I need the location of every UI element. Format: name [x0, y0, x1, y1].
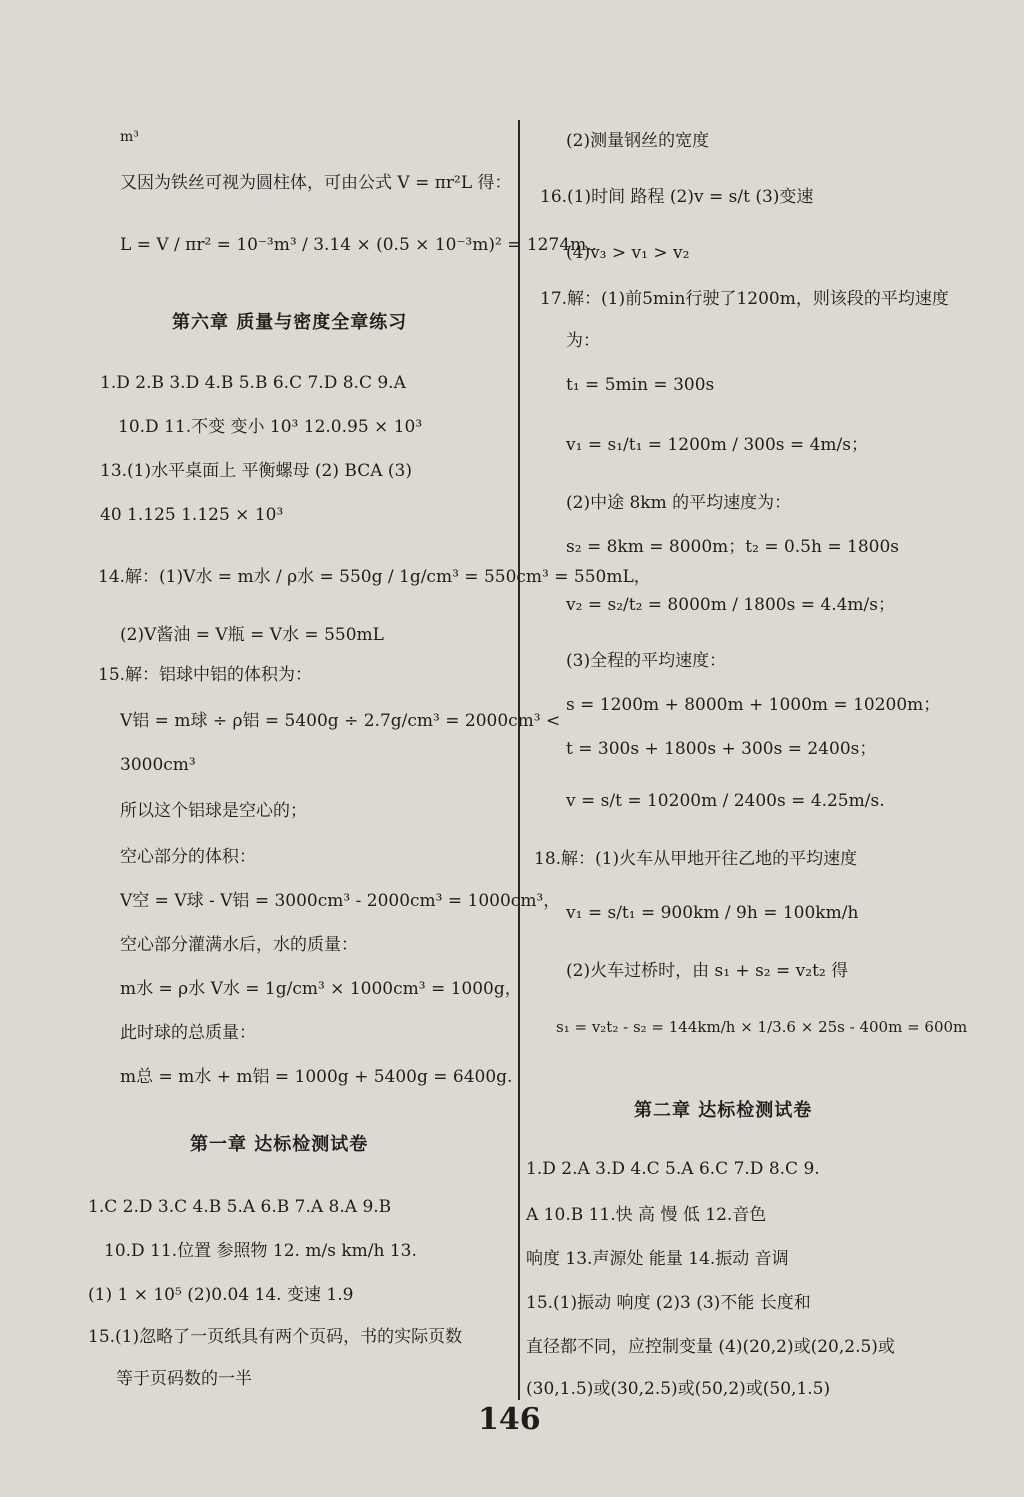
formula-line: m总 = m水 + m铝 = 1000g + 5400g = 6400g. — [120, 1067, 513, 1087]
formula-line: s = 1200m + 8000m + 1000m = 10200m； — [566, 695, 941, 715]
text-line: m³ — [120, 129, 139, 145]
answer-line: 40 1.125 1.125 × 10³ — [100, 505, 284, 525]
text-line: 又因为铁丝可视为圆柱体，可由公式 V = πr²L 得： — [120, 173, 512, 193]
answer-line: 13.(1)水平桌面上 平衡螺母 (2) BCA (3) — [100, 461, 412, 481]
formula-line: (2)V酱油 = V瓶 = V水 = 550mL — [120, 625, 384, 645]
answer-line: A 10.B 11.快 高 慢 低 12.音色 — [526, 1205, 767, 1225]
chapter-heading: 第一章 达标检测试卷 — [190, 1134, 369, 1155]
formula-line: v₂ = s₂/t₂ = 8000m / 1800s = 4.4m/s； — [566, 595, 896, 615]
answer-line: 10.D 11.不变 变小 10³ 12.0.95 × 10³ — [118, 417, 423, 437]
answer-line: 响度 13.声源处 能量 14.振动 音调 — [526, 1249, 789, 1269]
formula-line: V空 = V球 - V铝 = 3000cm³ - 2000cm³ = 1000cm³， — [120, 891, 561, 911]
formula-line: t = 300s + 1800s + 300s = 2400s； — [566, 739, 877, 759]
formula-line: m水 = ρ水 V水 = 1g/cm³ × 1000cm³ = 1000g， — [120, 979, 522, 999]
formula-line: s₂ = 8km = 8000m；t₂ = 0.5h = 1800s — [566, 537, 899, 557]
text-line: (2)测量钢丝的宽度 — [566, 131, 710, 151]
answer-line: (30,1.5)或(30,2.5)或(50,2)或(50,1.5) — [526, 1379, 831, 1399]
answer-line: 1.D 2.B 3.D 4.B 5.B 6.C 7.D 8.C 9.A — [100, 373, 406, 393]
formula-line: v = s/t = 10200m / 2400s = 4.25m/s. — [566, 791, 885, 811]
formula-line: v₁ = s/t₁ = 900km / 9h = 100km/h — [566, 903, 859, 923]
formula-line: V铝 = m球 ÷ ρ铝 = 5400g ÷ 2.7g/cm³ = 2000cm³ < — [120, 711, 561, 731]
chapter-heading: 第二章 达标检测试卷 — [634, 1100, 813, 1121]
text-line: 此时球的总质量： — [120, 1023, 256, 1043]
page-number: 146 — [478, 1402, 541, 1437]
text-line: (3)全程的平均速度： — [566, 651, 727, 671]
formula-line: (4)v₃ > v₁ > v₂ — [566, 243, 690, 263]
text-line: 18.解：(1)火车从甲地开往乙地的平均速度 — [534, 849, 858, 869]
answer-line: 16.(1)时间 路程 (2)v = s/t (3)变速 — [540, 187, 814, 207]
formula-line: 3000cm³ — [120, 755, 196, 775]
text-line: 空心部分灌满水后，水的质量： — [120, 935, 358, 955]
text-line: 空心部分的体积： — [120, 847, 256, 867]
chapter-heading: 第六章 质量与密度全章练习 — [172, 312, 408, 333]
answer-line: 1.D 2.A 3.D 4.C 5.A 6.C 7.D 8.C 9. — [526, 1159, 820, 1179]
answer-line: 15.(1)振动 响度 (2)3 (3)不能 长度和 — [526, 1293, 811, 1313]
text-line: (2)中途 8km 的平均速度为： — [566, 493, 792, 513]
formula-line: 14.解：(1)V水 = m水 / ρ水 = 550g / 1g/cm³ = 550cm³ = 550mL， — [98, 567, 651, 587]
text-line: 15.解：铝球中铝的体积为： — [98, 665, 313, 685]
answer-line: 直径都不同，应控制变量 (4)(20,2)或(20,2.5)或 — [526, 1337, 895, 1357]
text-line: 15.(1)忽略了一页纸具有两个页码，书的实际页数 — [88, 1327, 463, 1347]
text-line: 等于页码数的一半 — [116, 1369, 252, 1389]
formula-line: v₁ = s₁/t₁ = 1200m / 300s = 4m/s； — [566, 435, 868, 455]
answer-line: 10.D 11.位置 参照物 12. m/s km/h 13. — [104, 1241, 417, 1261]
text-line: 所以这个铝球是空心的； — [120, 801, 307, 821]
text-line: (2)火车过桥时，由 s₁ + s₂ = v₂t₂ 得 — [566, 961, 849, 981]
answer-line: 1.C 2.D 3.C 4.B 5.A 6.B 7.A 8.A 9.B — [88, 1197, 392, 1217]
text-line: 为： — [566, 331, 600, 351]
answer-line: (1) 1 × 10⁵ (2)0.04 14. 变速 1.9 — [88, 1285, 354, 1305]
column-divider — [518, 120, 520, 1400]
formula-line: L = V / πr² = 10⁻³m³ / 3.14 × (0.5 × 10⁻³m)² = 1274m.. — [120, 235, 598, 255]
text-line: 17.解：(1)前5min行驶了1200m，则该段的平均速度 — [540, 289, 949, 309]
formula-line: s₁ = v₂t₂ - s₂ = 144km/h × 1/3.6 × 25s - 400m = 600m — [556, 1018, 968, 1036]
formula-line: t₁ = 5min = 300s — [566, 375, 715, 395]
